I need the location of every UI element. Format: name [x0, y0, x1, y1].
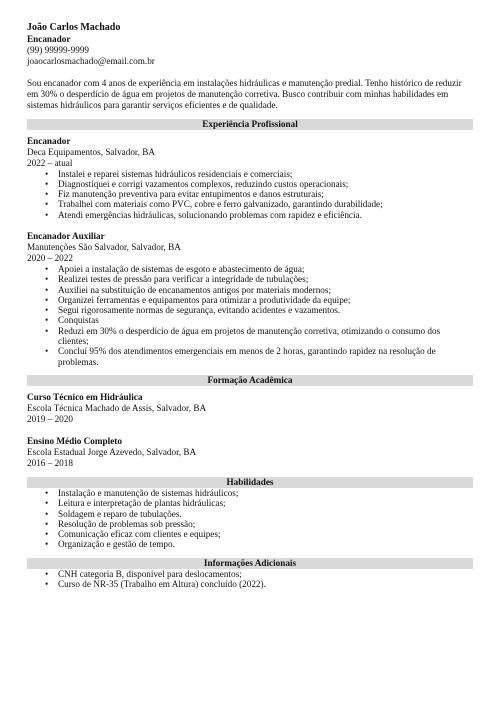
list-item [27, 274, 473, 284]
list-item-text: Realizei testes de pressão para verificar a integridade de tubulações; [58, 274, 309, 285]
list-item [27, 285, 473, 295]
list-item-text: Atendi emergências hidráulicas, solucionando problemas com rapidez e eficiência. [58, 209, 362, 220]
list-item [27, 488, 473, 498]
resume-header [27, 22, 473, 67]
list-item [27, 264, 473, 274]
bullet-icon: • [45, 284, 49, 295]
list-item-text: Reduzi em 30% o desperdício de água em projetos de manutenção corretiva, otimizando o consumo dos clientes; [58, 325, 441, 347]
bullet-icon: • [45, 518, 49, 529]
candidate-role: Encanador [27, 33, 71, 44]
list-item [27, 346, 473, 367]
list-item [27, 179, 473, 189]
education-period: 2019 – 2020 [27, 413, 73, 424]
list-item-text: Diagnostiquei e corrigi vazamentos complexos, reduzindo custos operacionais; [58, 178, 349, 189]
course-name: Curso Técnico em Hidráulica [27, 391, 143, 402]
job-entry [27, 231, 473, 367]
resume-page [27, 22, 473, 589]
list-item-text: Segui rigorosamente normas de segurança, evitando acidentes e vazamentos. [58, 305, 341, 316]
list-item [27, 498, 473, 508]
list-item [27, 519, 473, 529]
job-role: Encanador [27, 135, 71, 146]
list-item-text: Auxiliei na substituição de encanamentos antigos por materiais modernos; [58, 284, 332, 295]
list-item-text: Comunicação eficaz com clientes e equipes; [58, 529, 221, 540]
section-header-additional: Informações Adicionais [27, 558, 473, 569]
list-item-text: Resolução de problemas sob pressão; [58, 518, 196, 529]
list-item-text: Organização e gestão de tempo. [58, 539, 175, 550]
job-company: Deca Equipamentos, Salvador, BA [27, 146, 155, 157]
education-entry [27, 436, 473, 469]
list-item [27, 569, 473, 579]
job-period: 2022 – atual [27, 157, 73, 168]
phone-number: (99) 99999-9999 [27, 44, 90, 55]
bullet-icon: • [45, 263, 49, 274]
bullet-icon: • [45, 529, 49, 540]
bullet-icon: • [45, 508, 49, 519]
list-item [27, 326, 473, 347]
bullet-icon: • [45, 579, 49, 590]
additional-info-list [27, 569, 473, 590]
bullet-icon: • [45, 274, 49, 285]
list-item-text: Concluí 95% dos atendimentos emergenciais em menos de 2 horas, garantindo rapidez na resolução de problemas. [58, 346, 436, 367]
list-item-text: Organizei ferramentas e equipamentos para otimizar a produtividade da equipe; [58, 294, 351, 305]
list-item [27, 539, 473, 549]
professional-summary: Sou encanador com 4 anos de experiência em instalações hidráulicas e manutenção predial. Tenho histórico de reduzir em 30% o desperdício de água em projetos de manutenção corretiva. Busco contribuir com minhas habilidades em sistemas hidráulicos para garantir serviços eficientes e de qualidade. [27, 77, 462, 110]
education-period: 2016 – 2018 [27, 457, 73, 468]
bullet-icon: • [45, 498, 49, 509]
list-item-text: Leitura e interpretação de plantas hidráulicas; [58, 498, 226, 509]
school-name: Escola Estadual Jorge Azevedo, Salvador, BA [27, 446, 197, 457]
email-address: joaocarlosmachado@email.com.br [27, 55, 155, 66]
school-name: Escola Técnica Machado de Assis, Salvador, BA [27, 402, 207, 413]
bullet-icon: • [45, 346, 49, 357]
section-header-skills: Habilidades [27, 477, 473, 488]
job-entry [27, 136, 473, 220]
bullet-icon: • [45, 294, 49, 305]
list-item [27, 189, 473, 199]
education-entry [27, 392, 473, 425]
bullet-icon: • [45, 168, 49, 179]
bullet-icon: • [45, 315, 49, 326]
list-item-text: Curso de NR-35 (Trabalho em Altura) concluído (2022). [58, 579, 266, 590]
list-item [27, 305, 473, 315]
course-name: Ensino Médio Completo [27, 435, 122, 446]
list-item-text: Instalação e manutenção de sistemas hidráulicos; [58, 487, 239, 498]
list-item-text: Apoiei a instalação de sistemas de esgoto e abastecimento de água; [58, 263, 305, 274]
bullet-icon: • [45, 539, 49, 550]
list-item [27, 529, 473, 539]
job-bullets [27, 264, 473, 367]
job-company: Manutenções São Salvador, Salvador, BA [27, 241, 181, 252]
skills-list [27, 488, 473, 550]
list-item [27, 509, 473, 519]
list-item-text: Fiz manutenção preventiva para evitar entupimentos e danos estruturais; [58, 189, 324, 200]
list-item-text: CNH categoria B, disponível para deslocamentos; [58, 568, 242, 579]
job-bullets [27, 169, 473, 220]
bullet-icon: • [45, 199, 49, 210]
candidate-name: João Carlos Machado [27, 22, 121, 33]
job-period: 2020 – 2022 [27, 252, 73, 263]
list-item [27, 579, 473, 589]
bullet-icon: • [45, 487, 49, 498]
list-item [27, 315, 473, 325]
bullet-icon: • [45, 178, 49, 189]
list-item [27, 210, 473, 220]
bullet-icon: • [45, 568, 49, 579]
list-item-text: Instalei e reparei sistemas hidráulicos residenciais e comerciais; [58, 168, 293, 179]
list-item [27, 169, 473, 179]
list-item [27, 199, 473, 209]
bullet-icon: • [45, 189, 49, 200]
job-role: Encanador Auxiliar [27, 230, 105, 241]
bullet-icon: • [45, 325, 49, 336]
section-header-experience: Experiência Profissional [27, 119, 473, 130]
section-header-education: Formação Acadêmica [27, 375, 473, 386]
bullet-icon: • [45, 305, 49, 316]
list-item [27, 295, 473, 305]
list-item-text: Trabalhei com materiais como PVC, cobre e ferro galvanizado, garantindo durabilidade; [58, 199, 383, 210]
list-item-text: Conquistas [58, 315, 99, 326]
list-item-text: Soldagem e reparo de tubulações. [58, 508, 182, 519]
bullet-icon: • [45, 209, 49, 220]
